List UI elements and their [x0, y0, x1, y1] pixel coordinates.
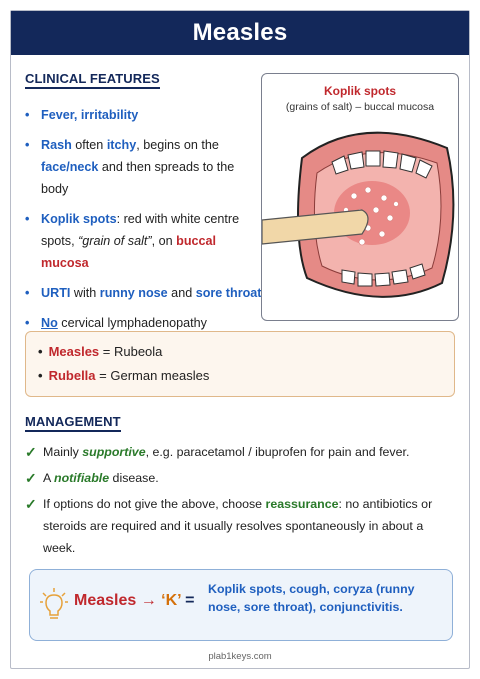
clinical-features-heading: CLINICAL FEATURES [25, 71, 160, 89]
clinical-feature-item [25, 208, 263, 274]
clinical-feature-item [25, 104, 263, 126]
bullet-dot: • [25, 316, 30, 330]
clinical-feature-text: cervical lymphadenopathy [57, 316, 207, 330]
management-list [25, 441, 455, 563]
check-icon: ✓ [25, 470, 37, 486]
lightbulb-icon [40, 588, 68, 622]
management-text: : no antibiotics or steroids are required and it usually resolves spontaneously in about a week. [43, 497, 433, 555]
clinical-feature-text: “grain of salt” [78, 234, 152, 248]
management-item [25, 493, 455, 559]
clinical-features-list [25, 104, 263, 342]
clinical-feature-text: : red with white centre spots, [41, 212, 240, 248]
bullet-dot: • [25, 108, 30, 122]
clinical-feature-text: and then spreads to the body [41, 160, 235, 196]
mnemonic-summary-box [29, 569, 453, 641]
note-rubella-alias: = German measles [95, 368, 210, 383]
check-icon: ✓ [25, 444, 37, 460]
mnemonic-measles: Measles → [74, 592, 162, 609]
bullet-dot: • [38, 368, 43, 383]
clinical-feature-text: Rash [41, 138, 72, 152]
note-measles-alias: = Rubeola [99, 344, 163, 359]
clinical-feature-text: buccal mucosa [41, 234, 217, 270]
note-measles-term: Measles [48, 344, 100, 359]
clinical-feature-text: URTI [41, 286, 71, 300]
note-line-rubella [38, 368, 209, 383]
koplik-illustration-box [261, 73, 459, 321]
clinical-feature-text: often [71, 138, 107, 152]
footer-site: plab1keys.com [208, 651, 272, 662]
mnemonic-k: ‘K’ [161, 592, 181, 609]
clinical-feature-text: , on [151, 234, 177, 248]
management-text: disease. [109, 471, 159, 485]
management-heading: MANAGEMENT [25, 414, 121, 432]
clinical-feature-text: Fever, irritability [41, 108, 139, 122]
clinical-feature-text: runny nose [99, 286, 168, 300]
note-rubella-term: Rubella [48, 368, 96, 383]
mnemonic-equals: = [180, 592, 195, 609]
management-item [25, 467, 455, 489]
clinical-feature-text: , begins on the [136, 138, 219, 152]
management-item [25, 441, 455, 463]
mnemonic-expansion: Koplik spots, cough, coryza (runny nose, sore throat), conjunctivitis. [208, 582, 415, 614]
management-text: , e.g. paracetamol / ibuprofen for pain and fever. [145, 445, 410, 459]
clinical-feature-text: Koplik spots [41, 212, 117, 226]
check-icon: ✓ [25, 496, 37, 512]
mnemonic-label [74, 592, 195, 610]
title-bar [11, 11, 469, 55]
management-text: Mainly [43, 445, 83, 459]
clinical-feature-text: face/neck [41, 160, 99, 174]
page [10, 10, 470, 669]
clinical-feature-text: with [70, 286, 100, 300]
mouth-illustration [262, 118, 458, 318]
koplik-title: Koplik spots [323, 84, 396, 98]
bullet-dot: • [25, 212, 30, 226]
management-text: reassurance [265, 497, 339, 511]
management-text: A [43, 471, 55, 485]
koplik-subtitle: (grains of salt) – buccal mucosa [285, 101, 435, 113]
clinical-feature-text: and [167, 286, 196, 300]
clinical-feature-item [25, 134, 263, 200]
bullet-dot: • [25, 286, 30, 300]
management-text: notifiable [54, 471, 110, 485]
management-text: If options do not give the above, choose [43, 497, 266, 511]
note-line-measles [38, 344, 162, 359]
clinical-feature-item [25, 282, 263, 304]
clinical-feature-text: No [41, 316, 58, 330]
clinical-feature-text: itchy [106, 138, 137, 152]
bullet-dot: • [38, 344, 43, 359]
bullet-dot: • [25, 138, 30, 152]
page-title: Measles [192, 19, 288, 46]
management-text: supportive [82, 445, 146, 459]
alias-note-box [25, 331, 455, 397]
clinical-feature-text: sore throat [195, 286, 262, 300]
